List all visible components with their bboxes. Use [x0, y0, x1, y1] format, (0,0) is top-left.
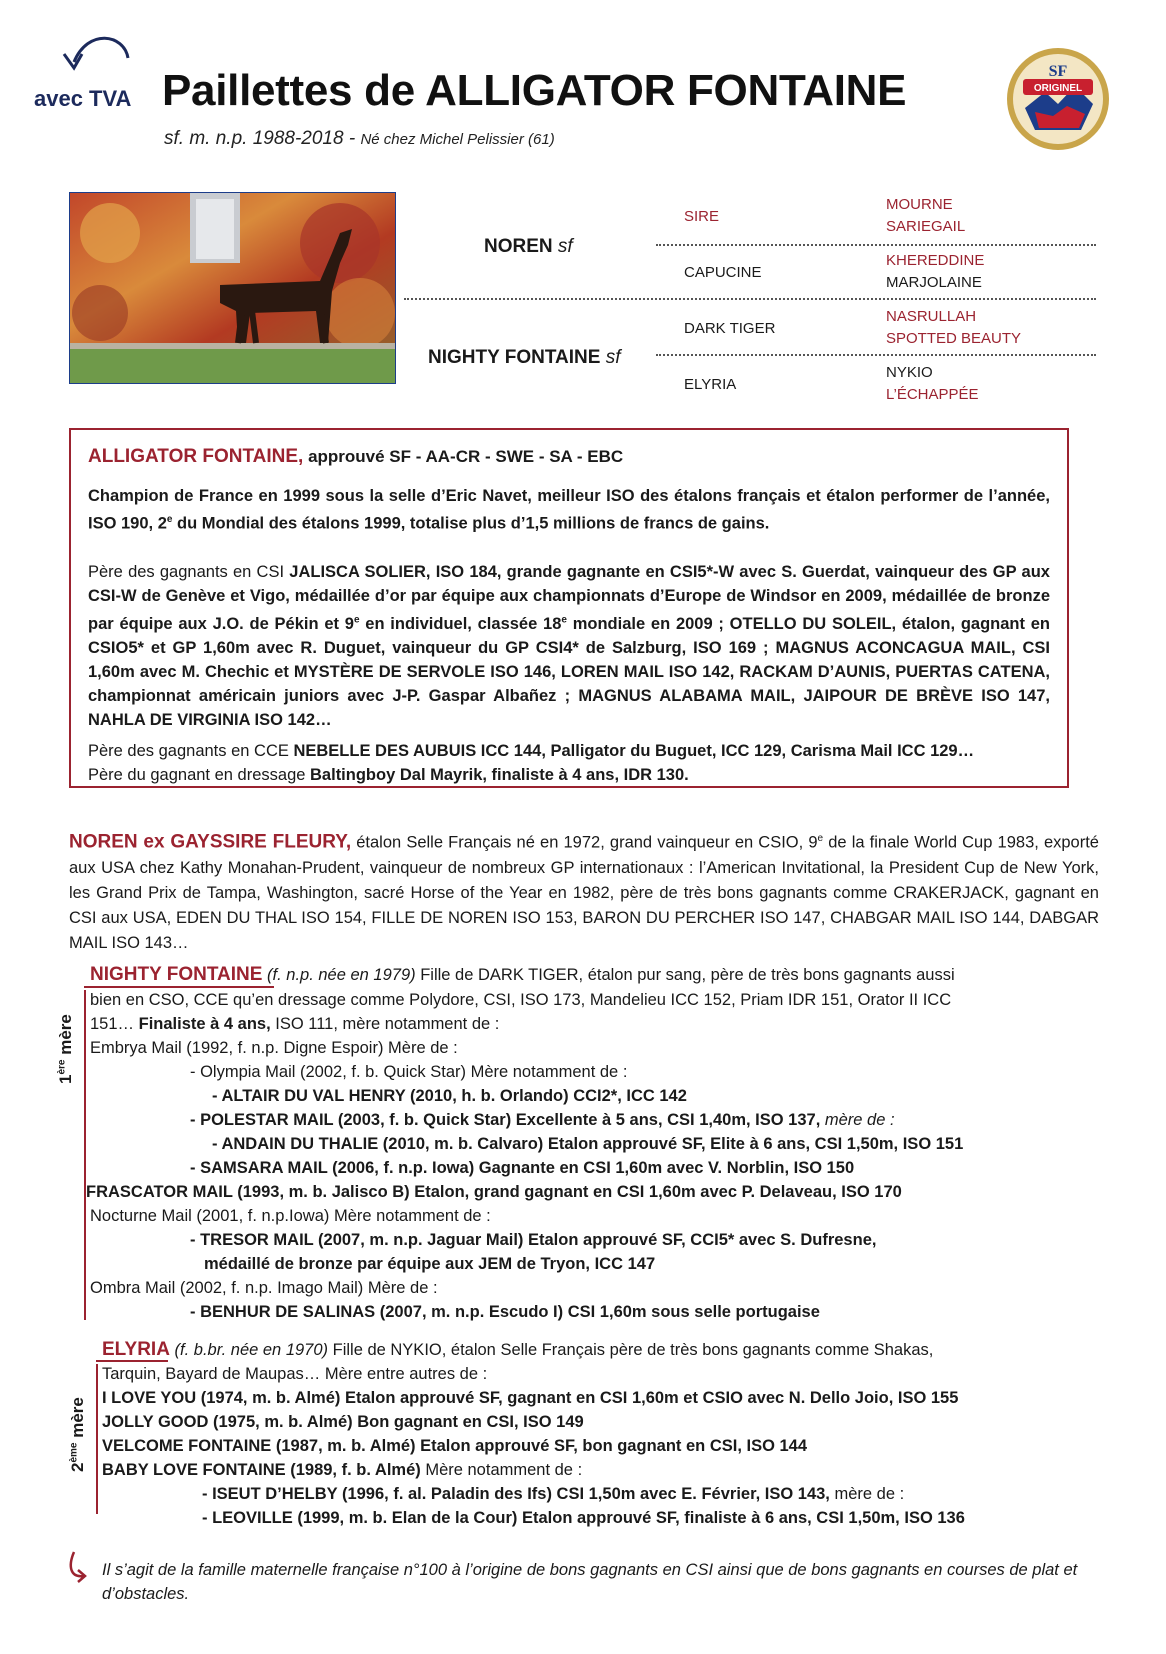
- mere1-l11: Nocturne Mail (2001, f. n.p.Iowa) Mère notamment de :: [90, 1207, 491, 1225]
- mere2-l4: JOLLY GOOD (1975, m. b. Almé) Bon gagnant en CSI, ISO 149: [102, 1413, 584, 1431]
- pedigree-divider: [656, 354, 1096, 356]
- mere1-label: 1ère mère: [56, 1014, 75, 1084]
- dressage-line: Père du gagnant en dressage Baltingboy Dal Mayrik, finaliste à 4 ans, IDR 130.: [88, 766, 689, 784]
- pedigree-ggp-mourne: MOURNE: [886, 196, 953, 213]
- mere1-l15: - BENHUR DE SALINAS (2007, m. n.p. Escudo I) CSI 1,60m sous selle portugaise: [190, 1303, 820, 1321]
- mere1-l4: Embrya Mail (1992, f. n.p. Digne Espoir) Mère de :: [90, 1039, 458, 1057]
- stallion-approvals: approuvé SF - AA-CR - SWE - SA - EBC: [308, 447, 624, 466]
- pedigree-gp-dark-tiger: DARK TIGER: [684, 320, 776, 337]
- pedigree-ggp-sariegail: SARIEGAIL: [886, 218, 966, 235]
- mere1-l5: - Olympia Mail (2002, f. b. Quick Star) Mère notamment de :: [190, 1063, 628, 1081]
- mere2-l6: BABY LOVE FONTAINE (1989, f. b. Almé) Mère notamment de :: [102, 1461, 583, 1479]
- pedigree-ggp-khereddine: KHEREDDINE: [886, 252, 985, 269]
- pedigree-ggp-spotted-beauty: SPOTTED BEAUTY: [886, 330, 1022, 347]
- horse-photo: [69, 192, 396, 384]
- mere1-l6: - ALTAIR DU VAL HENRY (2010, h. b. Orlando) CCI2*, ICC 142: [212, 1087, 687, 1105]
- mere1-l8: - ANDAIN DU THALIE (2010, m. b. Calvaro) Etalon approuvé SF, Elite à 6 ans, CSI 1,50m, ISO 151: [212, 1135, 964, 1153]
- pedigree-sire: NOREN sf: [484, 236, 573, 257]
- subtitle: [164, 128, 555, 150]
- stallion-name: ALLIGATOR FONTAINE,: [88, 446, 304, 467]
- mere1-line: [84, 990, 86, 1320]
- mere2-l3: I LOVE YOU (1974, m. b. Almé) Etalon approuvé SF, gagnant en CSI 1,60m et CSIO avec N. Dello Joio, ISO 155: [102, 1389, 959, 1407]
- box-heading: [88, 446, 1048, 468]
- pedigree-dam: NIGHTY FONTAINE sf: [428, 347, 621, 368]
- mere1-l2: bien en CSO, CCE qu’en dressage comme Polydore, CSI, ISO 173, Mandelieu ICC 152, Priam IDR 151, Orator II ICC: [90, 991, 952, 1009]
- mere2-l1: ELYRIA (f. b.br. née en 1970) Fille de NYKIO, étalon Selle Français père de très bons gagnants comme Shakas,: [102, 1339, 934, 1360]
- pedigree-gp-elyria: ELYRIA: [684, 376, 737, 393]
- mere1-l10: FRASCATOR MAIL (1993, m. b. Jalisco B) Etalon, grand gagnant en CSI 1,60m avec P. Delaveau, ISO 170: [86, 1183, 902, 1201]
- pedigree-divider: [404, 298, 1096, 300]
- mere2-label: 2ème mère: [68, 1397, 87, 1472]
- sf-originel-logo: [1005, 46, 1111, 152]
- noren-paragraph: NOREN ex GAYSSIRE FLEURY, étalon Selle Français né en 1972, grand vainqueur en CSIO, 9e de la finale World Cup 1983, exporté aux USA chez Kathy Monahan-Prudent, vainqueur de nombreux GP internationaux : l’American Invitational, la President Cup de New York, les Grand Prix de Tampa, Washington, sacré Horse of the Year en 1982, père de très bons gagnants comme CRAKERJACK, gagnant en CSI aux USA, EDEN DU THAL ISO 154, FILLE DE NOREN ISO 153, BARON DU PERCHER ISO 147, CHABGAR MAIL ISO 144, DABGAR MAIL ISO 143…: [69, 831, 1099, 952]
- mere2-line: [96, 1364, 98, 1514]
- subtitle-info: sf. m. n.p. 1988-2018 -: [164, 128, 356, 149]
- pedigree-ggp-echappee: L’ÉCHAPPÉE: [886, 386, 979, 403]
- mere1-l7: - POLESTAR MAIL (2003, f. b. Quick Star) Excellente à 5 ans, CSI 1,40m, ISO 137, mère de :: [190, 1111, 895, 1129]
- champion-paragraph: Champion de France en 1999 sous la selle d’Eric Navet, meilleur ISO des étalons français et étalon performer de l’année, ISO 190, 2e du Mondial des étalons 1999, totalise plus d’1,5 millions de francs de gains.: [88, 487, 1050, 533]
- cce-line: Père des gagnants en CCE NEBELLE DES AUBUIS ICC 144, Palligator du Buguet, ICC 129, Carisma Mail ICC 129…: [88, 742, 975, 760]
- footer-note: Il s’agit de la famille maternelle française n°100 à l’origine de bons gagnants en CSI ainsi que de bons gagnants en courses de plat et d’obstacles.: [102, 1561, 1078, 1603]
- pedigree-ggp-marjolaine: MARJOLAINE: [886, 274, 982, 291]
- avec-tva-label: avec TVA: [34, 86, 132, 111]
- pedigree-divider: [656, 244, 1096, 246]
- mere1-l13: médaillé de bronze par équipe aux JEM de Tryon, ICC 147: [204, 1255, 656, 1273]
- mere1-l3: 151… Finaliste à 4 ans, ISO 111, mère notamment de :: [90, 1015, 500, 1033]
- mere1-l9: - SAMSARA MAIL (2006, f. n.p. Iowa) Gagnante en CSI 1,60m avec V. Norblin, ISO 150: [190, 1159, 855, 1177]
- mere2-l8: - LEOVILLE (1999, m. b. Elan de la Cour) Etalon approuvé SF, finaliste à 6 ans, CSI 1,50m, ISO 136: [202, 1509, 965, 1527]
- pedigree-gp-sire: SIRE: [684, 208, 720, 225]
- csi-paragraph: Père des gagnants en CSI JALISCA SOLIER, ISO 184, grande gagnante en CSI5*-W avec S. Guerdat, vainqueur des GP aux CSI-W de Genève et Vigo, médaillée d’or par équipe aux championnats d’Europe de Windsor en 2009, médaillée de bronze par équipe aux J.O. de Pékin et 9e en individuel, classée 18e mondiale en 2009 ; OTELLO DU SOLEIL, étalon, gagnant en CSIO5* et GP 1,60m avec R. Duguet, vainqueur du GP CSI4* de Salzburg, ISO 169 ; MAGNUS ACONCAGUA MAIL, CSI 1,60m avec M. Chechic et MYSTÈRE DE SERVOLE ISO 146, LOREN MAIL ISO 142, RACKAM D’AUNIS, PUERTAS CATENA, championnat américain juniors avec J-P. Gaspar Albañez ; MAGNUS ALABAMA MAIL, JAIPOUR DE BRÈVE ISO 147, NAHLA DE VIRGINIA ISO 142…: [88, 563, 1050, 729]
- svg-text:ORIGINEL: ORIGINEL: [1033, 83, 1083, 94]
- mere1-l14: Ombra Mail (2002, f. n.p. Imago Mail) Mère de :: [90, 1279, 438, 1297]
- pedigree-gp-capucine: CAPUCINE: [684, 264, 762, 281]
- hook-arrow-icon: [66, 1550, 94, 1584]
- mere2-l5: VELCOME FONTAINE (1987, m. b. Almé) Etalon approuvé SF, bon gagnant en CSI, ISO 144: [102, 1437, 808, 1455]
- breeder-info: Né chez Michel Pelissier (61): [360, 131, 555, 148]
- svg-text:SF: SF: [1048, 63, 1068, 80]
- mere1-l12: - TRESOR MAIL (2007, m. n.p. Jaguar Mail) Etalon approuvé SF, CCI5* avec S. Dufresne,: [190, 1231, 877, 1249]
- page-title: Paillettes de ALLIGATOR FONTAINE: [162, 66, 907, 115]
- mere2-l2: Tarquin, Bayard de Maupas… Mère entre autres de :: [102, 1365, 488, 1383]
- mere2-l7: - ISEUT D’HELBY (1996, f. al. Paladin des Ifs) CSI 1,50m avec E. Février, ISO 143, mère de :: [202, 1485, 905, 1503]
- curved-arrow-icon: [58, 28, 134, 80]
- pedigree-ggp-nasrullah: NASRULLAH: [886, 308, 977, 325]
- mere1-l1: NIGHTY FONTAINE (f. n.p. née en 1979) Fille de DARK TIGER, étalon pur sang, père de très bons gagnants aussi: [90, 964, 955, 985]
- pedigree-ggp-nykio: NYKIO: [886, 364, 933, 381]
